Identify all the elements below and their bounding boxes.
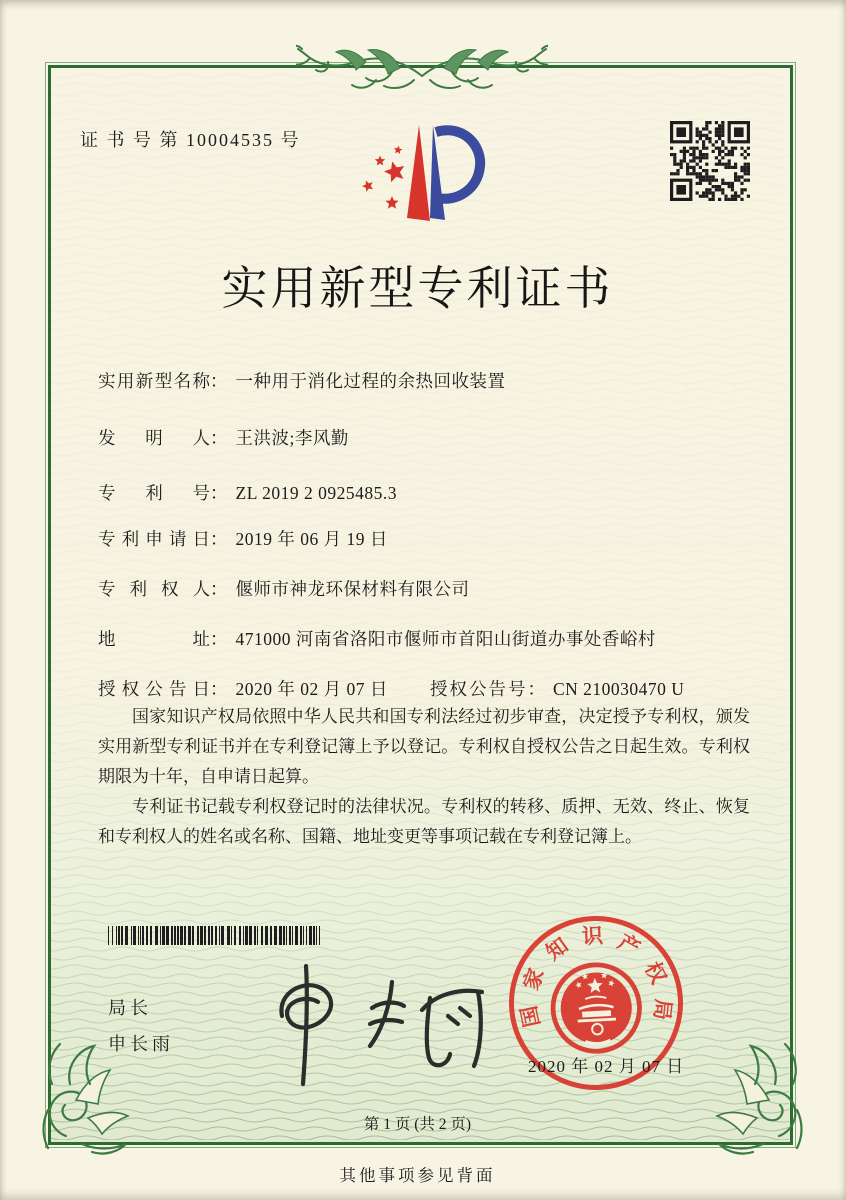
logo-p-bowl bbox=[436, 130, 480, 198]
bottom-right-corner-ornament bbox=[714, 1040, 809, 1155]
field-row-filing-date bbox=[98, 526, 758, 551]
seal-date: 2020 年 02 月 07 日 bbox=[528, 1057, 685, 1076]
field-row-grant-date bbox=[98, 676, 758, 701]
qr-code bbox=[670, 121, 750, 201]
field-row-inventors bbox=[98, 425, 758, 450]
field-colon: ： bbox=[210, 428, 228, 448]
seal-character: 家 bbox=[518, 964, 549, 994]
top-flourish-ornament bbox=[296, 36, 548, 94]
commissioner-title: 局长 bbox=[108, 998, 152, 1018]
field-colon: ： bbox=[210, 579, 228, 599]
field-label: 授权公告日 bbox=[98, 679, 210, 699]
seal-character: 识 bbox=[581, 923, 604, 949]
commissioner-name: 申长雨 bbox=[108, 1034, 174, 1054]
field-colon: ： bbox=[210, 371, 228, 391]
field-value-address: 471000 河南省洛阳市偃师市首阳山街道办事处香峪村 bbox=[235, 629, 656, 649]
field-colon: ： bbox=[527, 679, 545, 699]
field-label: 专利号 bbox=[98, 483, 210, 503]
seal-character: 局 bbox=[649, 998, 676, 1022]
field-row-patent-number bbox=[98, 480, 758, 505]
legal-paragraph-2: 专利证书记载专利权登记时的法律状况。专利权的转移、质押、无效、终止、恢复和专利权人的姓名或名称、国籍、地址变更等事项记载在专利登记簿上。 bbox=[98, 797, 750, 846]
field-colon: ： bbox=[210, 679, 228, 699]
field-colon: ： bbox=[210, 483, 228, 503]
field-label: 专利权人 bbox=[98, 579, 210, 599]
field-row-patent-name bbox=[98, 368, 758, 393]
field-label: 地址 bbox=[98, 629, 210, 649]
field-value-grant-number: CN 210030470 U bbox=[553, 679, 685, 699]
field-label: 授权公告号 bbox=[430, 679, 528, 699]
logo-blue-wedge bbox=[430, 125, 445, 220]
field-row-patentee bbox=[98, 576, 758, 601]
field-row-address bbox=[98, 626, 758, 651]
cnipa-patent-logo-icon bbox=[352, 110, 487, 224]
signature-script bbox=[240, 958, 500, 1090]
field-value-filing-date: 2019 年 06 月 19 日 bbox=[235, 529, 388, 549]
field-grant-number bbox=[430, 676, 684, 701]
field-value-grant-date: 2020 年 02 月 07 日 bbox=[235, 679, 388, 699]
field-label: 专利申请日 bbox=[98, 529, 210, 549]
logo-stars-icon bbox=[362, 146, 404, 209]
field-label: 实用新型名称 bbox=[98, 371, 210, 391]
barcode bbox=[108, 926, 324, 945]
field-value-patent-name: 一种用于消化过程的余热回收装置 bbox=[235, 371, 506, 391]
field-value-patent-number: ZL 2019 2 0925485.3 bbox=[235, 483, 397, 503]
national-emblem-icon bbox=[546, 956, 647, 1065]
legal-paragraph-1: 国家知识产权局依照中华人民共和国专利法经过初步审查，决定授予专利权，颁发实用新型专利证书并在专利登记簿上予以登记。专利权自授权公告之日起生效。专利权期限为十年，自申请日起算。 bbox=[98, 707, 750, 786]
certificate-title: 实用新型专利证书 bbox=[221, 263, 614, 314]
certificate-number: 证 书 号 第 10004535 号 bbox=[80, 130, 301, 150]
back-side-note: 其他事项参见背面 bbox=[339, 1166, 496, 1185]
seal-character: 国 bbox=[516, 1004, 545, 1030]
seal-character: 产 bbox=[614, 929, 645, 961]
seal-character: 知 bbox=[541, 932, 573, 965]
bottom-left-corner-ornament bbox=[36, 1040, 131, 1155]
logo-red-wedge bbox=[407, 125, 430, 221]
field-value-inventors: 王洪波;李风勤 bbox=[235, 428, 349, 448]
legal-text-block bbox=[98, 702, 750, 852]
field-colon: ： bbox=[210, 629, 228, 649]
field-label: 发明人 bbox=[98, 428, 210, 448]
field-colon: ： bbox=[210, 529, 228, 549]
field-value-patentee: 偃师市神龙环保材料有限公司 bbox=[235, 579, 470, 599]
seal-character: 权 bbox=[640, 957, 672, 988]
page-number: 第 1 页 (共 2 页) bbox=[363, 1116, 472, 1133]
